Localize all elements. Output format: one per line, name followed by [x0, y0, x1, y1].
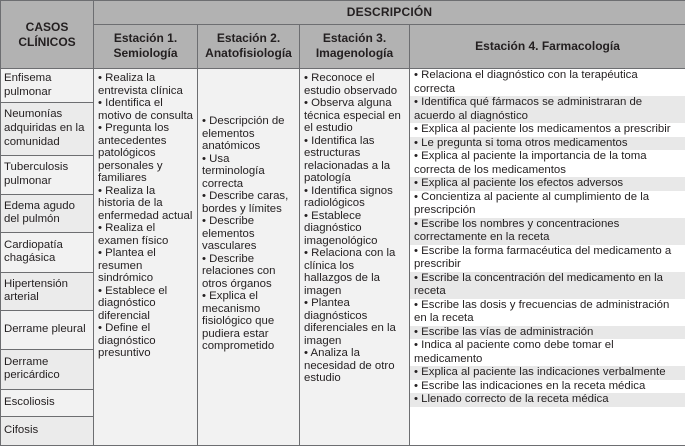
anatofisiologia-item: • Explica el mecanismo fisiológico que pudiera estar comprometido [202, 290, 275, 353]
header-estacion-1: Estación 1. Semiología [94, 24, 198, 69]
anatofisiologia-list [202, 115, 295, 353]
caso-cardiopatia-chagasica: Cardiopatía chagásica [1, 233, 94, 273]
semiologia-item: • Establece el diagnóstico diferencial [98, 284, 168, 322]
imagenologia-cell [300, 69, 410, 446]
imagenologia-item: • Analiza la necesidad de otro estudio [304, 347, 395, 385]
anatofisiologia-item: • Descripción de elementos anatómicos [202, 115, 285, 153]
header-descripcion: DESCRIPCIÓN [94, 1, 685, 25]
farmacologia-item: • Escribe la concentración del medicamento en la receta [410, 272, 685, 299]
caso-tuberculosis-pulmonar: Tuberculosis pulmonar [1, 156, 94, 195]
anatofisiologia-item: • Describe relaciones con otros órganos [202, 252, 276, 290]
anatofisiologia-item: • Describe elementos vasculares [202, 215, 257, 253]
imagenologia-item: • Plantea diagnósticos diferenciales en la imagen [304, 297, 396, 347]
semiologia-cell [94, 69, 198, 446]
header-estacion-4: Estación 4. Farmacología [410, 24, 685, 69]
imagenologia-item: • Identifica las estructuras relacionadas a la patología [304, 134, 391, 185]
farmacologia-item: • Escribe las indicaciones en la receta médica [414, 379, 646, 392]
farmacologia-item: • Escribe las dosis y frecuencias de administración en la receta [414, 298, 670, 325]
farmacologia-item: • Identifica qué fármacos se administraran de acuerdo al diagnóstico [410, 96, 685, 123]
caso-enfisema-pulmonar: Enfisema pulmonar [1, 69, 94, 102]
farmacologia-item: • Le pregunta si toma otros medicamentos [410, 137, 685, 151]
header-estacion-3: Estación 3. Imagenología [300, 24, 410, 69]
imagenologia-item: • Relaciona con la clínica los hallazgos de la imagen [304, 247, 396, 297]
header-estacion-2: Estación 2. Anatofisiología [198, 24, 300, 69]
header-casos-clinicos: CASOS CLÍNICOS [1, 1, 94, 69]
semiologia-item: • Realiza el examen físico [98, 222, 169, 247]
farmacologia-item: • Explica al paciente los medicamentos a prescribir [414, 123, 671, 136]
semiologia-item: • Define el diagnóstico presuntivo [98, 322, 156, 360]
caso-derrame-pericardico: Derrame pericárdico [1, 349, 94, 390]
imagenologia-list [304, 72, 405, 385]
imagenologia-item: • Establece diagnóstico imagenológico [304, 209, 378, 247]
farmacologia-item: • Concientiza al paciente al cumplimiento de la prescripción [414, 190, 650, 217]
farmacologia-list [410, 69, 685, 407]
semiologia-item: • Plantea el resumen sindrómico [98, 247, 156, 285]
farmacologia-item: • Escribe las vías de administración [410, 326, 685, 340]
anatofisiologia-cell [198, 69, 300, 446]
farmacologia-item: • Llenado correcto de la receta médica [410, 393, 685, 407]
imagenologia-item: • Reconoce el estudio observado [304, 72, 398, 97]
imagenologia-item: • Observa alguna técnica especial en el estudio [304, 97, 401, 135]
semiologia-item: • Identifica el motivo de consulta [98, 97, 193, 122]
caso-cifosis: Cifosis [1, 417, 94, 446]
caso-derrame-pleural: Derrame pleural [1, 311, 94, 350]
caso-hipertension-arterial: Hipertensión arterial [1, 272, 94, 311]
anatofisiologia-item: • Describe caras, bordes y límites [202, 190, 289, 215]
farmacologia-cell [410, 69, 685, 446]
caso-neumonias: Neumonías adquiridas en la comunidad [1, 102, 94, 155]
farmacologia-item: • Explica al paciente la importancia de la toma correcta de los medicamentos [414, 150, 647, 176]
caso-escoliosis: Escoliosis [1, 390, 94, 417]
farmacologia-item: • Escribe la forma farmacéutica del medicamento a prescribir [414, 244, 672, 271]
imagenologia-item: • Identifica signos radiológicos [304, 184, 393, 210]
caso-edema-agudo-pulmon: Edema agudo del pulmón [1, 194, 94, 233]
farmacologia-item: • Relaciona el diagnóstico con la terapéutica correcta [414, 69, 638, 95]
farmacologia-item: • Explica al paciente las indicaciones verbalmente [410, 366, 685, 380]
farmacologia-item: • Explica al paciente los efectos adversos [410, 177, 685, 191]
anatofisiologia-item: • Usa terminología correcta [202, 152, 265, 190]
farmacologia-item: • Escribe los nombres y concentraciones correctamente en la receta [410, 218, 685, 245]
semiologia-item: • Realiza la entrevista clínica [98, 72, 183, 97]
semiologia-item: • Pregunta los antecedentes patológicos personales y familiares [98, 122, 170, 185]
semiologia-item: • Realiza la historia de la enfermedad actual [98, 184, 193, 222]
semiologia-list [98, 72, 193, 360]
farmacologia-item: • Indica al paciente como debe tomar el medicamento [414, 339, 614, 365]
